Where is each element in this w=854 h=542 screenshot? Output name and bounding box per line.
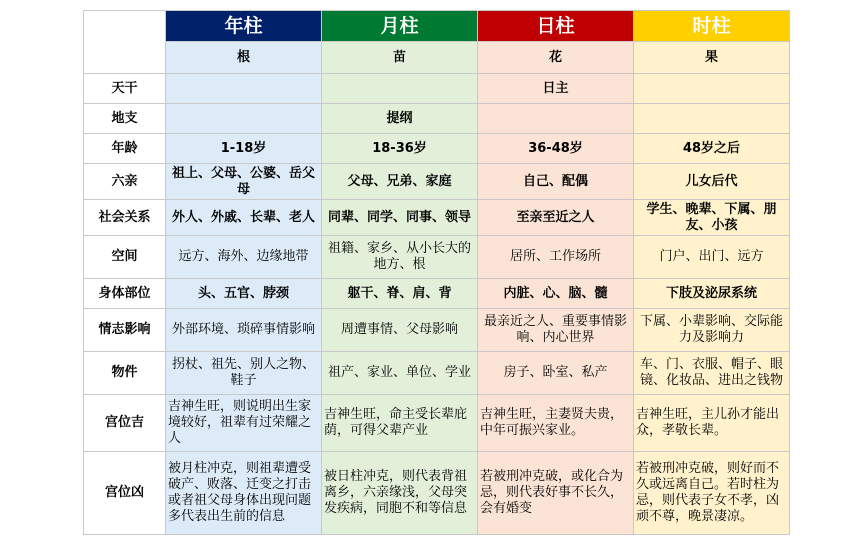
cell-shi: 下属、小辈影响、交际能力及影响力 xyxy=(634,309,790,352)
cell-ri: 居所、工作场所 xyxy=(478,236,634,279)
table-row xyxy=(84,104,790,134)
cell-yue: 同辈、同学、同事、领导 xyxy=(322,200,478,236)
cell-yue: 祖产、家业、单位、学业 xyxy=(322,352,478,395)
col-title-nian: 年柱 xyxy=(166,11,322,42)
cell-nian: 祖上、父母、公婆、岳父母 xyxy=(166,164,322,200)
subtitle-row xyxy=(84,42,790,74)
table-row xyxy=(84,452,790,535)
row-label: 物件 xyxy=(84,352,166,395)
cell-shi: 门户、出门、远方 xyxy=(634,236,790,279)
cell-shi: 若被刑冲克破，则好而不久或远离自己。若时柱为忌，则代表子女不孝，凶顽不尊，晚景凄凉。 xyxy=(634,452,790,535)
row-label: 身体部位 xyxy=(84,279,166,309)
cell-yue: 被日柱冲克，则代表背祖离乡，六亲缘浅，父母突发疾病，同胞不和等信息 xyxy=(322,452,478,535)
col-sub-ri: 花 xyxy=(478,42,634,74)
table-row xyxy=(84,309,790,352)
row-label: 空间 xyxy=(84,236,166,279)
col-title-yue: 月柱 xyxy=(322,11,478,42)
row-label: 社会关系 xyxy=(84,200,166,236)
col-sub-nian: 根 xyxy=(166,42,322,74)
cell-shi xyxy=(634,104,790,134)
cell-nian: 拐杖、祖先、别人之物、鞋子 xyxy=(166,352,322,395)
row-label: 六亲 xyxy=(84,164,166,200)
cell-nian: 头、五官、脖颈 xyxy=(166,279,322,309)
cell-ri: 自己、配偶 xyxy=(478,164,634,200)
cell-yue: 吉神生旺，命主受长辈庇荫，可得父辈产业 xyxy=(322,395,478,452)
table-row xyxy=(84,200,790,236)
row-label: 地支 xyxy=(84,104,166,134)
row-label: 天干 xyxy=(84,74,166,104)
cell-ri: 最亲近之人、重要事情影响、内心世界 xyxy=(478,309,634,352)
cell-yue: 提纲 xyxy=(322,104,478,134)
col-sub-yue: 苗 xyxy=(322,42,478,74)
cell-ri: 若被刑冲克破，或化合为忌，则代表好事不长久，会有婚变 xyxy=(478,452,634,535)
col-title-shi: 时柱 xyxy=(634,11,790,42)
cell-ri xyxy=(478,104,634,134)
bazi-pillars-table xyxy=(83,10,790,535)
cell-ri: 吉神生旺，主妻贤夫贵，中年可振兴家业。 xyxy=(478,395,634,452)
row-label: 年龄 xyxy=(84,134,166,164)
cell-shi: 学生、晚辈、下属、朋友、小孩 xyxy=(634,200,790,236)
cell-nian: 外人、外戚、长辈、老人 xyxy=(166,200,322,236)
row-label: 宫位凶 xyxy=(84,452,166,535)
cell-ri: 房子、卧室、私产 xyxy=(478,352,634,395)
cell-yue: 周遭事情、父母影响 xyxy=(322,309,478,352)
cell-nian: 远方、海外、边缘地带 xyxy=(166,236,322,279)
cell-ri: 36-48岁 xyxy=(478,134,634,164)
table-row xyxy=(84,279,790,309)
table-row xyxy=(84,352,790,395)
col-title-ri: 日柱 xyxy=(478,11,634,42)
table-row xyxy=(84,236,790,279)
table-row xyxy=(84,74,790,104)
cell-ri: 日主 xyxy=(478,74,634,104)
cell-yue: 祖籍、家乡、从小长大的地方、根 xyxy=(322,236,478,279)
row-label: 宫位吉 xyxy=(84,395,166,452)
cell-yue: 18-36岁 xyxy=(322,134,478,164)
cell-nian xyxy=(166,104,322,134)
cell-nian: 外部环境、琐碎事情影响 xyxy=(166,309,322,352)
cell-nian: 被月柱冲克，则祖辈遭受破产、败落、迁变之打击或者祖父母身体出现问题多代表出生前的信息 xyxy=(166,452,322,535)
cell-ri: 至亲至近之人 xyxy=(478,200,634,236)
cell-nian: 1-18岁 xyxy=(166,134,322,164)
cell-nian xyxy=(166,74,322,104)
cell-ri: 内脏、心、脑、髓 xyxy=(478,279,634,309)
cell-shi: 儿女后代 xyxy=(634,164,790,200)
cell-shi: 48岁之后 xyxy=(634,134,790,164)
cell-shi: 下肢及泌尿系统 xyxy=(634,279,790,309)
table-row xyxy=(84,395,790,452)
header-row xyxy=(84,11,790,42)
corner-cell xyxy=(84,11,166,74)
cell-yue: 躯干、脊、肩、背 xyxy=(322,279,478,309)
cell-shi: 吉神生旺，主儿孙才能出众，孝敬长辈。 xyxy=(634,395,790,452)
cell-yue xyxy=(322,74,478,104)
col-sub-shi: 果 xyxy=(634,42,790,74)
cell-shi: 车、门、衣服、帽子、眼镜、化妆品、进出之钱物 xyxy=(634,352,790,395)
table-row xyxy=(84,134,790,164)
cell-yue: 父母、兄弟、家庭 xyxy=(322,164,478,200)
cell-nian: 吉神生旺，则说明出生家境较好，祖辈有过荣耀之人 xyxy=(166,395,322,452)
table-row xyxy=(84,164,790,200)
cell-shi xyxy=(634,74,790,104)
row-label: 情志影响 xyxy=(84,309,166,352)
